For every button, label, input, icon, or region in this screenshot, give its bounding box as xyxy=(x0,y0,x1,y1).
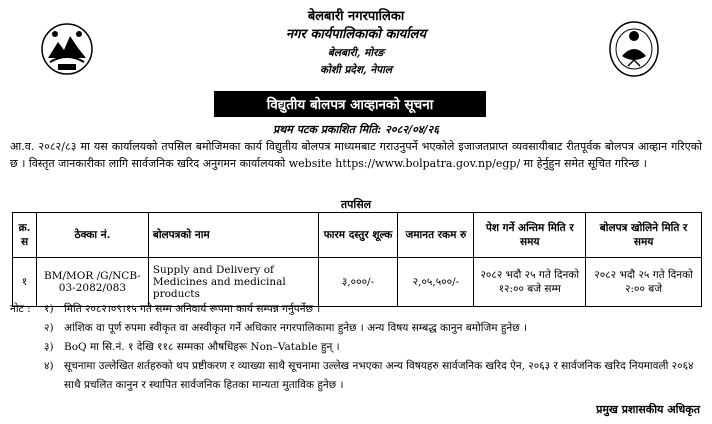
note-text: आंशिक वा पूर्ण रुपमा स्वीकृत वा अस्वीकृत गर्ने अधिकार नगरपालिकामा हुनेछ । अन्य विषय सम्बद्ध कानुन बमोजिम हुनेछ । xyxy=(64,322,527,334)
note-text: मिति २०८२।०९।१५ गते सम्म अनिवार्य रूपमा कार्य सम्पन्न गर्नुपर्नेछ । xyxy=(64,303,321,315)
notes-section xyxy=(10,300,702,395)
signatory-title: प्रमुख प्रशासकीय अधिकृत xyxy=(596,403,700,416)
tender-table xyxy=(12,212,702,307)
cell-bid-security: २,०५,५००/- xyxy=(398,258,474,307)
office-province: कोशी प्रदेश, नेपाल xyxy=(320,64,392,76)
notes-prefix: नोट : xyxy=(10,303,31,315)
intro-paragraph: आ.व. २०८२/८३ मा यस कार्यालयको तपसिल बमोजिमका कार्य विद्युतीय बोलपत्र माध्यमबाट गराउनुपर्ने भएकोले इजाजतप्राप्त व्यवसायीबाट रीतपूर्वक बोलपत्र आव्हान गरिएको छ । विस्तृत जानकारीका लागि सार्वजनिक खरिद अनुगमन कार्यालयको website https://www.bolpatra.gov.np/egp/ मा हेर्नुहुन समेत सूचित गरिन्छ । xyxy=(10,140,702,170)
cell-contract-no: BM/MOR /G/NCB-03-2082/083 xyxy=(36,258,148,307)
note-number: १) xyxy=(44,303,54,315)
header-bid-name: बोलपत्रको नाम xyxy=(148,213,318,258)
note-item xyxy=(10,357,702,395)
note-text: सूचनामा उल्लेखित शर्तहरुको थप प्रष्टीकरण र व्याख्या साथै सूचनामा उल्लेख नभएका अन्य विषयहरु सार्वजनिक खरिद ऐन, २०६३ र सार्वजनिक खरिद नियमावली २०६४ साथै प्रचलित कानुन र स्थापित सार्वजनिक हितका मान्यता मुताविक हुनेछ । xyxy=(64,360,694,391)
publication-date: प्रथम पटक प्रकाशित मिति: २०८२/०४/२६ xyxy=(273,123,439,136)
note-item xyxy=(10,338,702,357)
table-caption: तपसिल xyxy=(340,198,372,211)
cell-submission-deadline: २०८२ भदौ २५ गते दिनको १२:०० बजे सम्म xyxy=(474,258,586,307)
header-form-fee: फारम दस्तुर शूल्क xyxy=(318,213,398,258)
header-opening-date: बोलपत्र खोलिने मिति र समय xyxy=(586,213,702,258)
office-address: बेलबारी, मोरङ xyxy=(327,47,385,59)
municipality-logo-icon xyxy=(608,20,660,78)
cell-serial: १ xyxy=(13,258,37,307)
cell-opening-date: २०८२ भदौ २५ गते दिनको २:०० बजे xyxy=(586,258,702,307)
office-name: नगर कार्यपालिकाको कार्यालय xyxy=(285,27,427,42)
header-submission-deadline: पेश गर्ने अन्तिम मिति र समय xyxy=(474,213,586,258)
note-number: २) xyxy=(44,322,54,334)
table-header-row xyxy=(13,213,702,258)
note-item xyxy=(10,300,702,319)
header-bid-security: जमानत रकम रु xyxy=(398,213,474,258)
note-text: BoQ मा सि.नं. १ देखि ११८ सम्मका औषधिहरू Non–Vatable हुन् । xyxy=(64,341,340,353)
municipality-name: बेलबारी नगरपालिका xyxy=(307,9,405,24)
cell-bid-name: Supply and Delivery of Medicines and medicinal products xyxy=(148,258,318,307)
letterhead xyxy=(0,0,712,92)
note-number: ४) xyxy=(44,360,54,372)
header-serial: क्र. स xyxy=(13,213,37,258)
note-item xyxy=(10,319,702,338)
cell-form-fee: ३,०००/- xyxy=(318,258,398,307)
header-contract-no: ठेक्का नं. xyxy=(36,213,148,258)
note-number: ३) xyxy=(44,341,54,353)
notice-title-banner: विद्युतीय बोलपत्र आव्हानको सूचना xyxy=(214,91,486,117)
